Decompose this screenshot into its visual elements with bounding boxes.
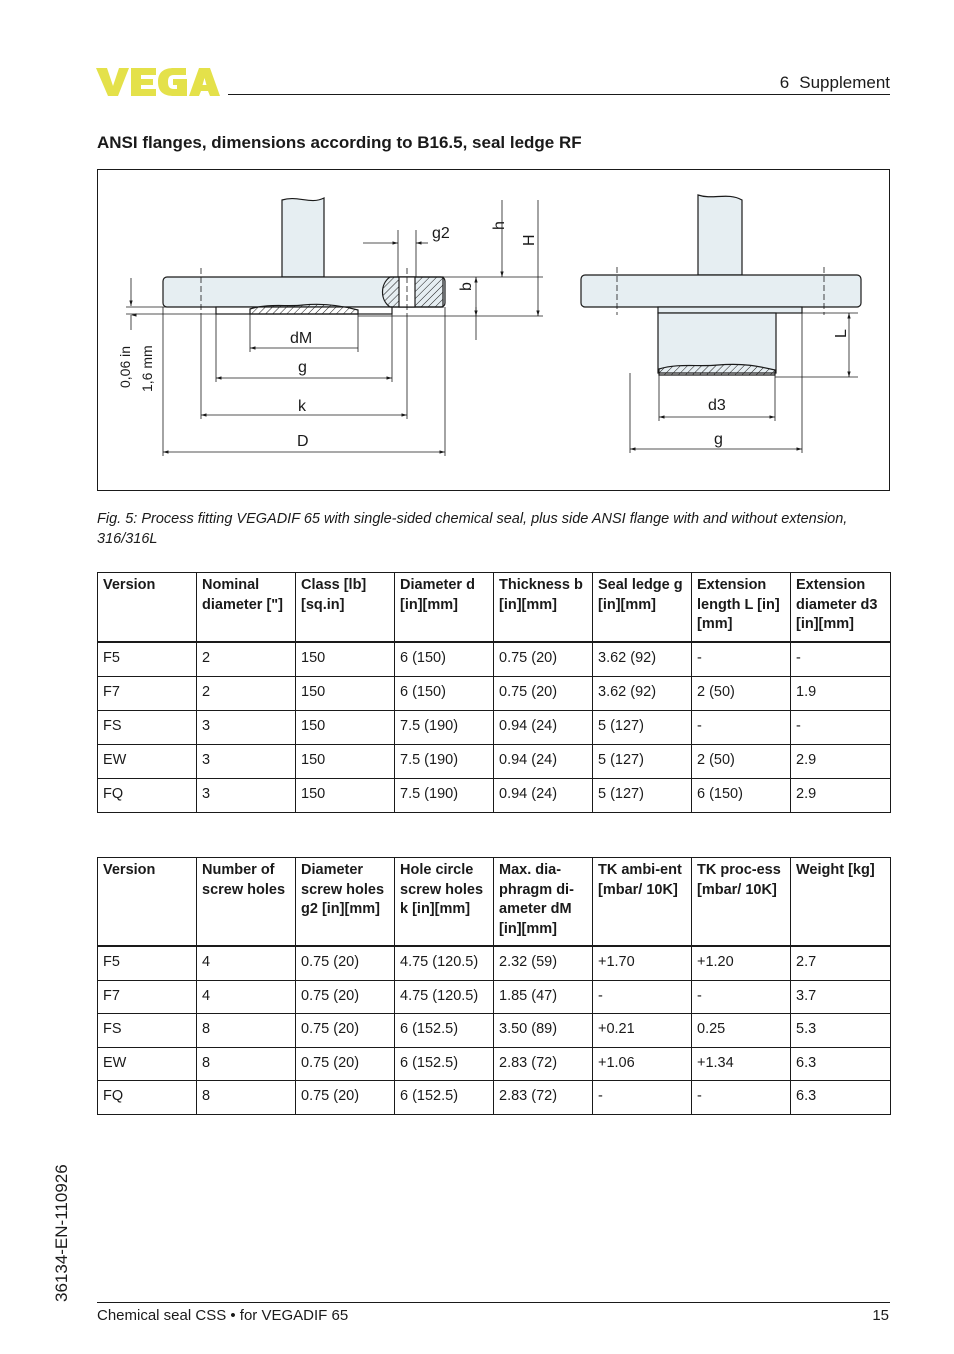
table-row [98,711,891,745]
table-row [98,1081,891,1115]
table-cell: 6 (152.5) [395,1014,494,1048]
footer-title: Chemical seal CSS • for VEGADIF 65 [97,1307,349,1324]
table-cell: 2.83 (72) [494,1081,593,1115]
table-cell: 8 [197,1014,296,1048]
table-row [98,677,891,711]
column-header: TK proc-ess [mbar/ 10K] [692,858,791,947]
table-row [98,1014,891,1048]
table-cell: 6 (150) [692,779,791,813]
page-number: 15 [872,1307,889,1324]
table-cell: 6 (152.5) [395,1047,494,1081]
table-cell: 1.9 [791,677,891,711]
table-cell: 2 [197,677,296,711]
table-cell: 8 [197,1047,296,1081]
table-cell: +1.06 [593,1047,692,1081]
table-cell: 5 (127) [593,779,692,813]
column-header: Weight [kg] [791,858,891,947]
table-row [98,946,891,980]
section-number: 6 [779,73,790,92]
table-row [98,1047,891,1081]
column-header: Nominal diameter ["] [197,573,296,643]
table-cell: +1.70 [593,946,692,980]
table-cell: FS [98,711,197,745]
table-cell: F5 [98,946,197,980]
table-cell: 0.75 (20) [296,1047,395,1081]
table-cell: 5.3 [791,1014,891,1048]
table-cell: 0.94 (24) [494,779,593,813]
table-cell: 6.3 [791,1081,891,1115]
label-g2: g2 [432,225,450,242]
page-heading: ANSI flanges, dimensions according to B16.5, seal ledge RF [97,133,582,152]
table-cell: 2 (50) [692,745,791,779]
table-cell: F7 [98,677,197,711]
figure-caption: Fig. 5: Process fitting VEGADIF 65 with single-sided chemical seal, plus side ANSI flange with and without extension, 316/316L [97,511,848,547]
table-cell: 0.75 (20) [494,677,593,711]
drawing-svg [98,170,889,490]
section-title: Supplement [799,73,890,92]
table-cell: 0.75 (20) [296,946,395,980]
table-cell: 0.94 (24) [494,711,593,745]
table-row [98,745,891,779]
column-header: Version [98,573,197,643]
table-cell: 6 (150) [395,642,494,677]
section-label [780,73,890,93]
table-cell: 0.75 (20) [296,1014,395,1048]
table-cell: F7 [98,980,197,1014]
table-row [98,980,891,1014]
table-cell: 3 [197,711,296,745]
table-cell: 7.5 (190) [395,779,494,813]
table-cell: +0.21 [593,1014,692,1048]
table-cell: 150 [296,677,395,711]
table-cell: 8 [197,1081,296,1115]
column-header: Number of screw holes [197,858,296,947]
column-header: Diameter d [in][mm] [395,573,494,643]
table-cell: 7.5 (190) [395,711,494,745]
column-header: Class [lb][sq.in] [296,573,395,643]
flange-dimensions-table [97,572,891,813]
table-cell: 4.75 (120.5) [395,946,494,980]
table-cell: 3 [197,779,296,813]
table-cell: 150 [296,642,395,677]
column-header: Thickness b [in][mm] [494,573,593,643]
table-cell: 150 [296,745,395,779]
table-cell: FQ [98,1081,197,1115]
label-tolerance-mm: 1,6 mm [139,345,155,392]
label-b: b [458,282,475,291]
table-cell: - [593,980,692,1014]
table-cell: FS [98,1014,197,1048]
column-header: Diameter screw holes g2 [in][mm] [296,858,395,947]
table-cell: 2.9 [791,745,891,779]
table-cell: 0.75 (20) [296,980,395,1014]
label-g: g [298,359,307,376]
table-cell: 3.7 [791,980,891,1014]
table-cell: 2 (50) [692,677,791,711]
table-cell: 2.7 [791,946,891,980]
table-cell: 150 [296,779,395,813]
flange-left [163,198,445,318]
table-cell: - [791,711,891,745]
table-cell: 3.50 (89) [494,1014,593,1048]
footer-rule [97,1302,890,1303]
table-cell: F5 [98,642,197,677]
flange-right [581,195,861,375]
flange-screws-table [97,857,891,1115]
table-cell: 4 [197,980,296,1014]
table-header-row [98,573,891,643]
table-cell: - [692,711,791,745]
table-cell: EW [98,745,197,779]
table-cell: 4.75 (120.5) [395,980,494,1014]
table-cell: 0.94 (24) [494,745,593,779]
table-cell: 7.5 (190) [395,745,494,779]
table-cell: 4 [197,946,296,980]
label-H: H [521,234,538,246]
table-cell: 3 [197,745,296,779]
table-cell: 3.62 (92) [593,677,692,711]
table-cell: 2 [197,642,296,677]
table-row [98,642,891,677]
table-row [98,779,891,813]
label-dM: dM [290,330,313,347]
table-cell: 0.75 (20) [296,1081,395,1115]
label-L: L [833,329,850,338]
label-g-extension: g [714,431,723,448]
table-cell: 5 (127) [593,745,692,779]
column-header: Max. dia-phragm di-ameter dM [in][mm] [494,858,593,947]
table-cell: 2.83 (72) [494,1047,593,1081]
table-cell: 6 (152.5) [395,1081,494,1115]
table-cell: - [692,980,791,1014]
column-header: Extension diameter d3 [in][mm] [791,573,891,643]
flange-drawing [97,169,890,491]
column-header: Extension length L [in][mm] [692,573,791,643]
table-cell: 2.9 [791,779,891,813]
label-d3: d3 [708,397,726,414]
brand-name: VEGA [96,66,99,67]
column-header: TK ambi-ent [mbar/ 10K] [593,858,692,947]
table-cell: 0.75 (20) [494,642,593,677]
table-cell: EW [98,1047,197,1081]
column-header: Version [98,858,197,947]
table-cell: 0.25 [692,1014,791,1048]
vega-logo [96,66,220,98]
header-rule [228,94,890,95]
table-cell: 6.3 [791,1047,891,1081]
table-cell: FQ [98,779,197,813]
table-cell: - [692,642,791,677]
table-cell: - [692,1081,791,1115]
table-cell: 6 (150) [395,677,494,711]
document-code: 36134-EN-110926 [52,1164,71,1302]
table-cell: 1.85 (47) [494,980,593,1014]
table-cell: 3.62 (92) [593,642,692,677]
table-cell: 2.32 (59) [494,946,593,980]
label-k: k [298,398,306,415]
label-tolerance-in: 0,06 in [117,345,133,388]
column-header: Seal ledge g [in][mm] [593,573,692,643]
label-D: D [297,433,309,450]
table-cell: 5 (127) [593,711,692,745]
table-cell: +1.34 [692,1047,791,1081]
table-header-row [98,858,891,947]
label-h: h [491,221,508,230]
table-cell: 150 [296,711,395,745]
column-header: Hole circle screw holes k [in][mm] [395,858,494,947]
table-cell: - [791,642,891,677]
table-cell: +1.20 [692,946,791,980]
table-cell: - [593,1081,692,1115]
